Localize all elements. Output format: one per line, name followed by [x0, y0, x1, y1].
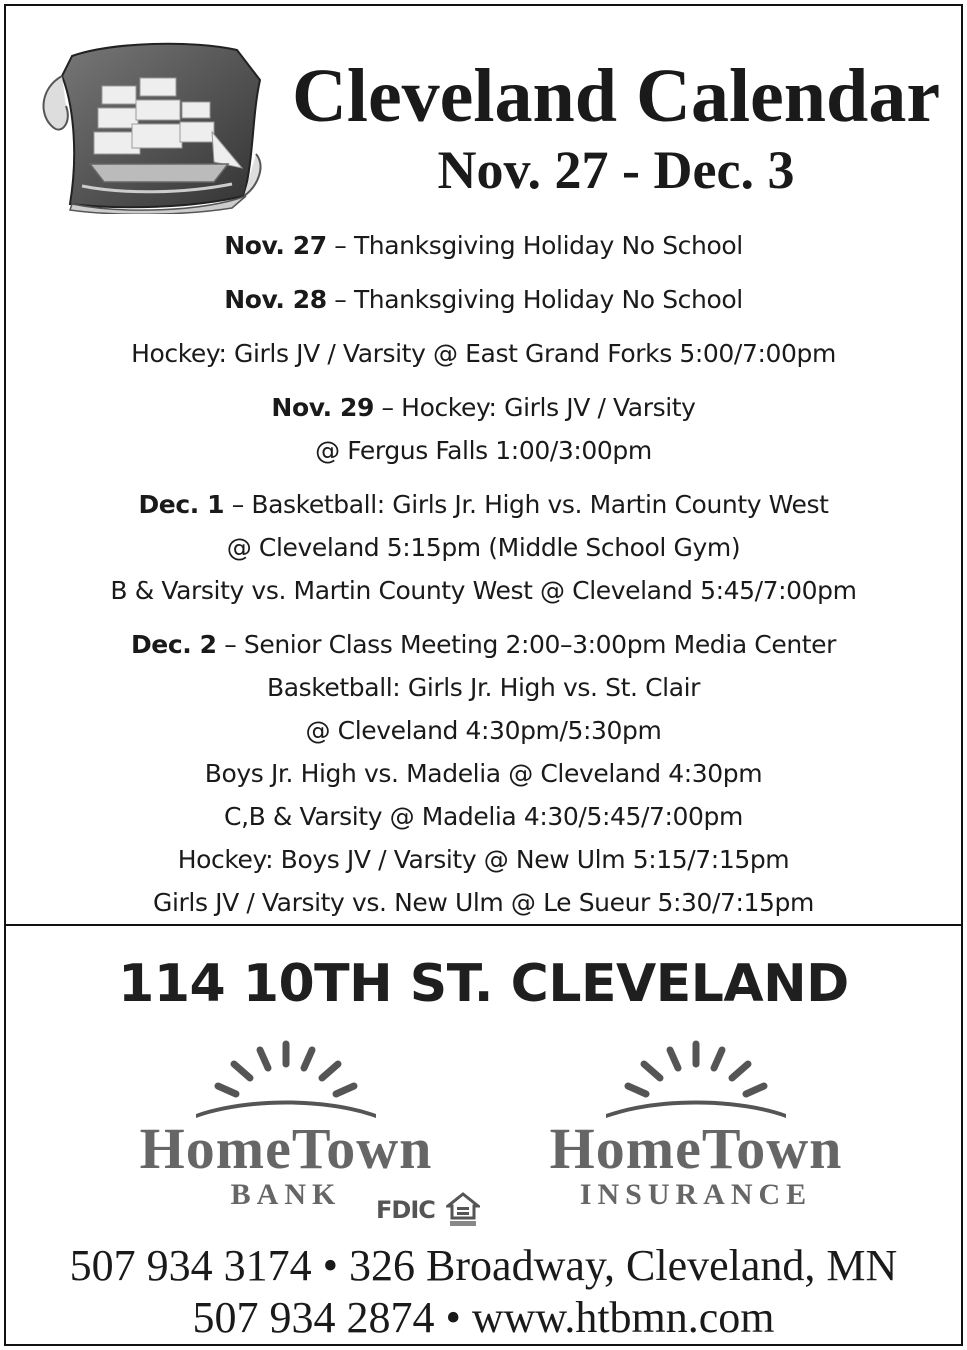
event-line: Nov. 28 – Thanksgiving Holiday No School [224, 285, 743, 314]
event-line: Basketball: Girls Jr. High vs. St. Clair [266, 673, 701, 702]
event-text: Thanksgiving Holiday No School [353, 231, 743, 260]
event-line: B & Varsity vs. Martin County West @ Cleveland 5:45/7:00pm [110, 576, 857, 605]
insurance-subtitle: INSURANCE [579, 1178, 813, 1211]
event-text: Basketball: Girls Jr. High vs. Martin County West [251, 490, 829, 519]
bank-name: HomeTown [139, 1116, 433, 1181]
event-line: Hockey: Girls JV / Varsity @ East Grand Forks 5:00/7:00pm [131, 339, 836, 368]
event-line: C,B & Varsity @ Madelia 4:30/5:45/7:00pm [224, 802, 743, 831]
event-block [6, 224, 961, 267]
ship-on-scroll-icon [32, 36, 268, 214]
section-divider [6, 924, 961, 926]
calendar-ad [4, 4, 963, 1346]
event-block [6, 386, 961, 472]
event-text: Thanksgiving Holiday No School [353, 285, 743, 314]
event-date: Dec. 2 [130, 630, 217, 659]
event-block [6, 278, 961, 321]
hometown-insurance-logo [526, 1024, 866, 1212]
event-date: Nov. 29 [271, 393, 374, 422]
contact-line: 507 934 2874 • www.htbmn.com [192, 1293, 775, 1342]
event-list [6, 224, 961, 935]
insurance-name: HomeTown [549, 1116, 843, 1181]
event-line: @ Cleveland 5:15pm (Middle School Gym) [226, 533, 741, 562]
event-block [6, 483, 961, 612]
event-block [6, 623, 961, 924]
event-line: Dec. 2 – Senior Class Meeting 2:00–3:00pm Media Center [130, 630, 837, 659]
event-text: Hockey: Girls JV / Varsity [401, 393, 696, 422]
hometown-bank-logo [106, 1024, 466, 1212]
event-date: Nov. 27 [224, 231, 327, 260]
contact-info [6, 1240, 961, 1344]
event-block [6, 332, 961, 375]
event-line: Hockey: Boys JV / Varsity @ New Ulm 5:15/7:15pm [177, 845, 790, 874]
date-range: Nov. 27 - Dec. 3 [437, 140, 795, 200]
event-line: Girls JV / Varsity vs. New Ulm @ Le Sueur 5:30/7:15pm [153, 888, 814, 917]
event-text: Senior Class Meeting 2:00–3:00pm Media Center [243, 630, 837, 659]
fdic-mark: FDIC [376, 1196, 435, 1224]
event-date: Nov. 28 [224, 285, 327, 314]
sunrise-logo-icon [146, 1024, 426, 1120]
event-date: Dec. 1 [138, 490, 225, 519]
event-line: Nov. 29 – Hockey: Girls JV / Varsity [271, 393, 696, 422]
contact-line: 507 934 3174 • 326 Broadway, Cleveland, MN [69, 1241, 898, 1290]
bank-subtitle: BANK [230, 1178, 342, 1211]
sunrise-logo-icon [556, 1024, 836, 1120]
sponsor-address: 114 10TH ST. CLEVELAND [118, 954, 849, 1014]
page-title: Cleveland Calendar [291, 54, 941, 138]
event-line: Nov. 27 – Thanksgiving Holiday No School [224, 231, 743, 260]
event-line: @ Fergus Falls 1:00/3:00pm [315, 436, 652, 465]
event-line: Dec. 1 – Basketball: Girls Jr. High vs. Martin County West [138, 490, 829, 519]
equal-housing-lender-icon [446, 1192, 480, 1228]
event-line: @ Cleveland 4:30pm/5:30pm [305, 716, 662, 745]
event-line: Boys Jr. High vs. Madelia @ Cleveland 4:30pm [204, 759, 763, 788]
sponsor-logos [6, 1024, 961, 1234]
header [6, 6, 961, 221]
